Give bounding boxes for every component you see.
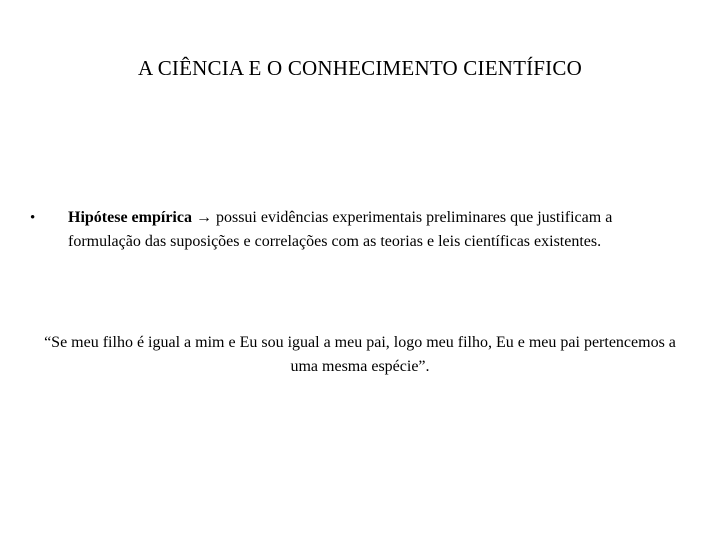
quote-text: “Se meu filho é igual a mim e Eu sou igual a meu pai, logo meu filho, Eu e meu pai pertencemos a uma mesma espécie”. bbox=[44, 334, 676, 375]
slide-title: A CIÊNCIA E O CONHECIMENTO CIENTÍFICO bbox=[138, 56, 582, 80]
bullet-marker: • bbox=[30, 210, 36, 226]
bullet-term: Hipótese empírica bbox=[68, 209, 192, 226]
bullet-description: → possui evidências experimentais preliminares que justificam a formulação das suposições e correlações com as teorias e leis científicas existentes. bbox=[68, 209, 613, 250]
bullet-text bbox=[68, 206, 688, 254]
